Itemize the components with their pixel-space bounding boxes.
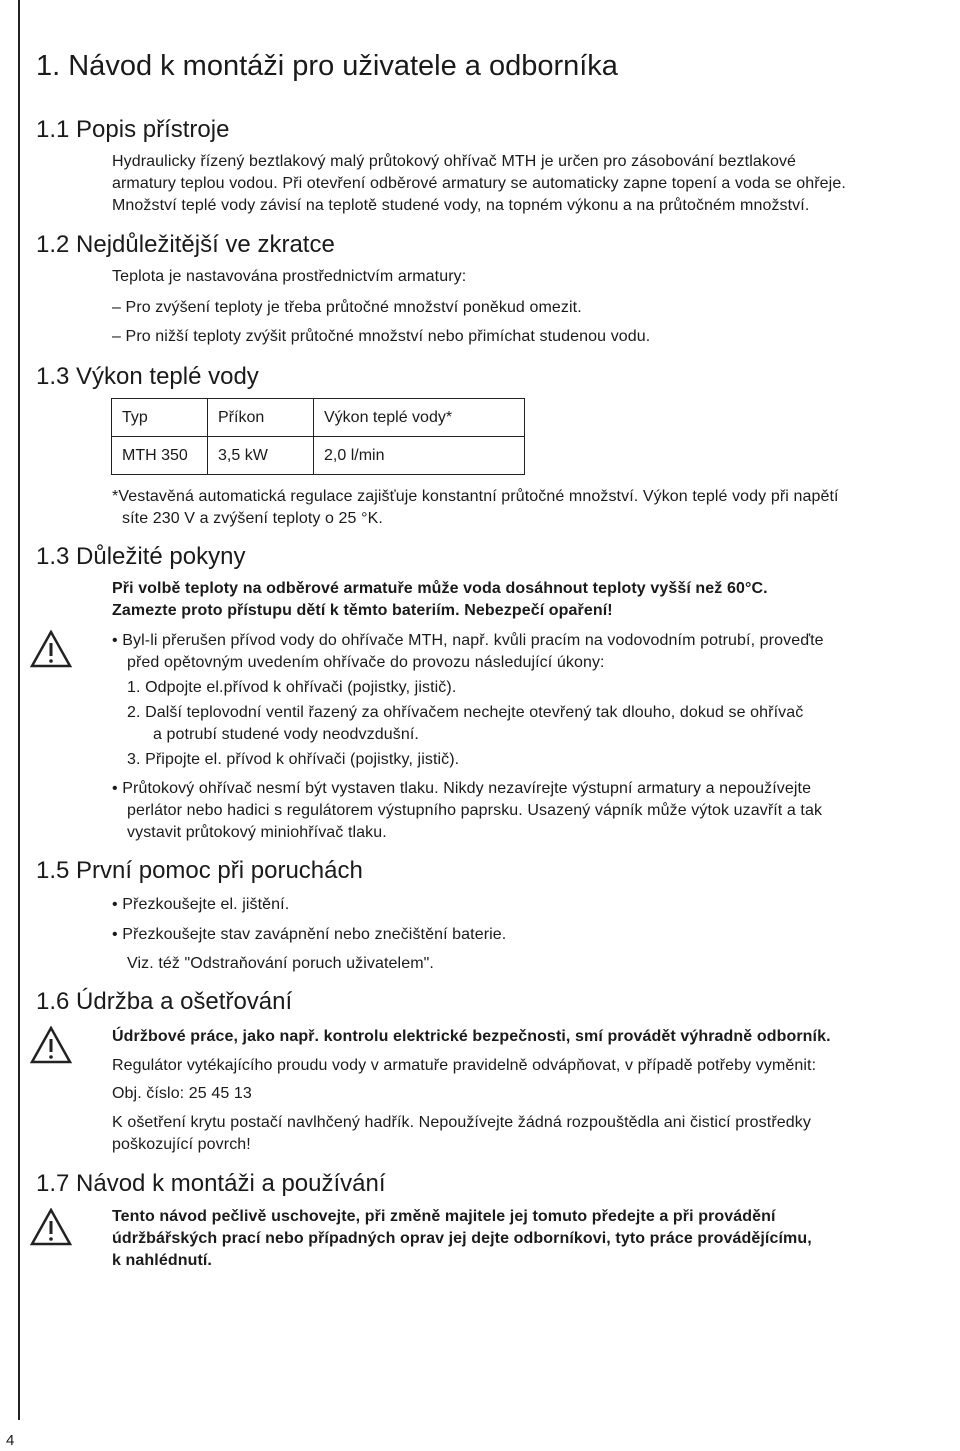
bullet-line: vystavit průtokový miniohřívač tlaku. [127,824,387,841]
left-margin-rule [18,0,20,1420]
order-number: Obj. číslo: 25 45 13 [112,1085,252,1102]
paragraph-line: Hydraulicky řízený beztlakový malý průtokový ohřívač MTH je určen pro zásobování beztlakové [112,153,797,170]
list-item: – Pro zvýšení teploty je třeba průtočné množství poněkud omezit. [112,299,582,316]
page-title: 1. Návod k montáži pro uživatele a odborníka [36,50,618,82]
paragraph-line: armatury teplou vodou. Při otevření odběrové armatury se automaticky zapne topení a voda se ohřeje. [112,175,846,192]
warning-text-line: Údržbové práce, jako např. kontrolu elektrické bezpečnosti, smí provádět výhradně odborník. [112,1028,831,1045]
numbered-step: 2. Další teplovodní ventil řazený za ohřívačem nechejte otevřený tak dlouho, dokud se ohřívač [127,704,804,721]
numbered-step: a potrubí studené vody neodvzdušní. [153,726,419,743]
table-header-cell: Výkon teplé vody* [314,399,525,437]
paragraph-line: Teplota je nastavována prostřednictvím armatury: [112,268,467,285]
table-header-row [112,399,525,437]
list-item: – Pro nižší teploty zvýšit průtočné množství nebo přimíchat studenou vodu. [112,328,651,345]
warning-text-line: k nahlédnutí. [112,1252,212,1269]
section-heading-important: 1.3 Důležité pokyny [36,543,246,570]
section-heading-1-6: 1.6 Údržba a ošetřování [36,988,293,1015]
table-cell: 3,5 kW [208,437,314,475]
warning-text-line: Při volbě teploty na odběrové armatuře může voda dosáhnout teploty vyšší než 60°C. [112,580,768,597]
footnote-line: síte 230 V a zvýšení teploty o 25 °K. [122,510,383,527]
paragraph-line: Množství teplé vody závisí na teplotě studené vody, na topném výkonu a na průtočném množství. [112,197,810,214]
numbered-step: 3. Připojte el. přívod k ohřívači (pojistky, jistič). [127,751,460,768]
paragraph-line: K ošetření krytu postačí navlhčený hadřík. Nepoužívejte žádná rozpouštědla ani čisticí prostředky [112,1114,811,1131]
paragraph-line: Regulátor vytékajícího proudu vody v armatuře pravidelně odvápňovat, v případě potřeby vyměnit: [112,1057,817,1074]
list-item: • Přezkoušejte stav zavápnění nebo znečištění baterie. [112,926,507,943]
section-heading-1-7: 1.7 Návod k montáži a používání [36,1170,386,1197]
paragraph-line: poškozující povrch! [112,1136,251,1153]
table-cell: MTH 350 [112,437,208,475]
warning-triangle-icon [30,1026,72,1064]
warning-text-line: Zamezte proto přístupu dětí k těmto bateriím. Nebezpečí opaření! [112,602,613,619]
page-number: 4 [6,1432,15,1449]
reference-line: Viz. též "Odstraňování poruch uživatelem". [127,955,434,972]
section-heading-1-1: 1.1 Popis přístroje [36,116,230,143]
warning-triangle-icon [30,1208,72,1246]
list-item: • Přezkoušejte el. jištění. [112,896,290,913]
warning-text-line: Tento návod pečlivě uschovejte, při změně majitele jej tomuto předejte a při provádění [112,1208,776,1225]
warning-text-line: údržbářských prací nebo případných oprav jej dejte odborníkovi, tyto práce provádějícímu, [112,1230,812,1247]
bullet-line: před opětovným uvedením ohřívače do provozu následující úkony: [127,654,605,671]
section-heading-1-3: 1.3 Výkon teplé vody [36,363,259,390]
footnote-line: *Vestavěná automatická regulace zajišťuje konstantní průtočné množství. Výkon teplé vody při napětí [112,488,839,505]
warning-triangle-icon [30,630,72,668]
bullet-line: • Byl-li přerušen přívod vody do ohřívače MTH, např. kvůli pracím na vodovodním potrubí, proveďte [112,632,824,649]
table-header-cell: Příkon [208,399,314,437]
section-heading-1-5: 1.5 První pomoc při poruchách [36,857,363,884]
numbered-step: 1. Odpojte el.přívod k ohřívači (pojistky, jistič). [127,679,457,696]
table-header-cell: Typ [112,399,208,437]
bullet-line: perlátor nebo hadici s regulátorem výstupního paprsku. Usazený vápník může výtok uzavřít a tak [127,802,823,819]
table-row [112,437,525,475]
performance-table [111,398,525,475]
table-cell: 2,0 l/min [314,437,525,475]
bullet-line: • Průtokový ohřívač nesmí být vystaven tlaku. Nikdy nezavírejte výstupní armatury a nepoužívejte [112,780,812,797]
section-heading-1-2: 1.2 Nejdůležitější ve zkratce [36,231,335,258]
